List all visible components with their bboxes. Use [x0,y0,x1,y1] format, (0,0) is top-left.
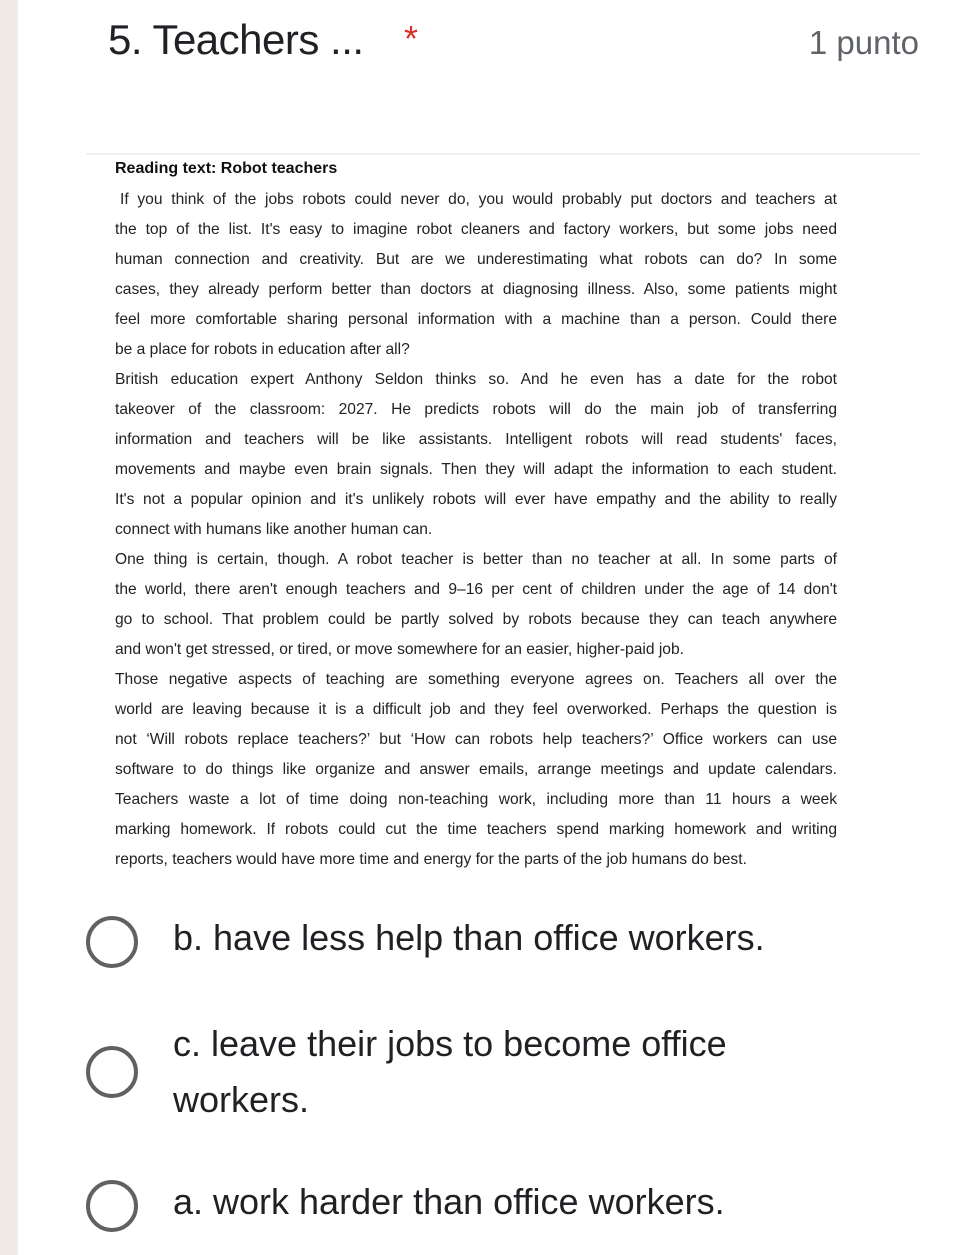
radio-button-icon[interactable] [86,916,138,968]
radio-button-icon[interactable] [86,1046,138,1098]
option-a[interactable] [86,1174,833,1232]
reading-line: go to school. That problem could be partly solved by robots because they can teach anywhere [115,611,837,628]
option-c[interactable] [86,1016,813,1128]
reading-title: Reading text: Robot teachers [115,160,338,177]
reading-line: connect with humans like another human can. [115,521,433,538]
required-asterisk: * [404,18,419,59]
option-label[interactable]: c. leave their jobs to become office workers. [173,1023,727,1120]
reading-line: One thing is certain, though. A robot teacher is better than no teacher at all. In some parts of [115,551,837,568]
reading-line: takeover of the classroom: 2027. He predicts robots will do the main job of transferring [115,401,837,418]
option-b[interactable] [86,910,833,968]
reading-line: information and teachers will be like assistants. Intelligent robots will read students' faces, [115,431,837,448]
reading-line: be a place for robots in education after all? [115,341,410,358]
reading-line: It's not a popular opinion and it's unlikely robots will ever have empathy and the ability to really [115,491,837,508]
radio-button-icon[interactable] [86,1180,138,1232]
reading-line: reports, teachers would have more time and energy for the parts of the job humans do best. [115,851,747,868]
reading-line: human connection and creativity. But are we underestimating what robots can do? In some [115,251,837,268]
reading-line: British education expert Anthony Seldon thinks so. And he even has a date for the robot [115,371,837,388]
reading-line: the top of the list. It's easy to imagine robot cleaners and factory workers, but some jobs need [115,221,837,238]
question-title: 5. Teachers ... [108,16,364,63]
reading-line: Those negative aspects of teaching are something everyone agrees on. Teachers all over the [115,671,837,688]
left-margin-strip [0,0,18,1255]
reading-line: feel more comfortable sharing personal information with a machine than a person. Could there [115,311,837,328]
option-label[interactable]: b. have less help than office workers. [173,917,765,958]
reading-text [115,185,837,875]
option-label[interactable]: a. work harder than office workers. [173,1181,725,1222]
reading-line: world are leaving because it is a difficult job and they feel overworked. Perhaps the question is [115,701,837,718]
reading-line: not ‘Will robots replace teachers?’ but ‘How can robots help teachers?’ Office workers can use [115,731,837,748]
reading-line: and won't get stressed, or tired, or move somewhere for an easier, higher-paid job. [115,641,684,658]
divider [86,153,920,155]
reading-line: the world, there aren't enough teachers and 9–16 per cent of children under the age of 14 don't [115,581,837,598]
reading-line: software to do things like organize and answer emails, arrange meetings and update calendars. [115,761,837,778]
reading-line: marking homework. If robots could cut the time teachers spend marking homework and writing [115,821,837,838]
reading-line: movements and maybe even brain signals. Then they will adapt the information to each student. [115,461,837,478]
reading-line: cases, they already perform better than doctors at diagnosing illness. Also, some patients might [115,281,837,298]
reading-line: Teachers waste a lot of time doing non-teaching work, including more than 11 hours a week [115,791,837,808]
question-points: 1 punto [808,24,919,61]
reading-line: If you think of the jobs robots could never do, you would probably put doctors and teachers at [120,191,837,208]
